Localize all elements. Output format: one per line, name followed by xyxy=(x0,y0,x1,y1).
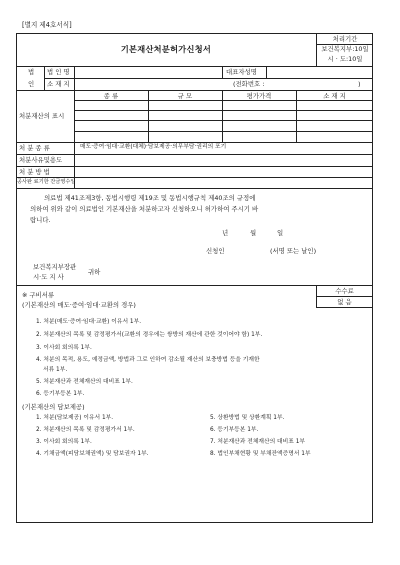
doc-list2-item: 7. 처분재산과 전체재산의 대비표 1부 xyxy=(210,439,305,445)
property-col-value: 평가가격 xyxy=(246,92,272,100)
completion-deadline-label: 공사완 료기한 잔금영수일 xyxy=(17,179,76,185)
fee-value: 없 음 xyxy=(337,298,352,306)
doc-list1-item: 1. 처분(매도·증여·임대·교환) 이유서 1부. xyxy=(36,319,142,325)
row-border xyxy=(74,110,373,111)
applicant-label: 신청인 xyxy=(206,247,225,255)
application-form xyxy=(16,33,373,523)
row-border xyxy=(74,100,373,101)
disposal-type-value: 매도·증여·임대·교환(대체)·담보제공·의무부담·권리의 포기 xyxy=(80,144,227,150)
row-border xyxy=(16,90,373,91)
col-border xyxy=(222,66,223,78)
phone-label: (전화번호 : xyxy=(233,80,265,88)
doc-list2-item: 8. 법인부채현황 및 부채잔액증명서 1부 xyxy=(210,451,311,457)
doc-list1-item: 서류 1부. xyxy=(43,367,68,373)
date-day: 일 xyxy=(277,229,284,237)
property-col-type: 종 류 xyxy=(103,92,119,100)
date-year: 년 xyxy=(222,229,229,237)
row-border xyxy=(74,120,373,121)
row-border xyxy=(16,166,373,167)
disposal-method-label: 처 분 방 법 xyxy=(19,168,50,176)
doc-list2-item: 3. 이사회 회의록 1부. xyxy=(36,439,92,445)
representative-name-label: 대표자성명 xyxy=(226,68,257,76)
row-border xyxy=(16,285,373,286)
form-title: 기본재산처분허가신청서 xyxy=(120,44,212,54)
row-border xyxy=(16,188,373,189)
doc-list2-item: 1. 처분(담보제공) 이유서 1부. xyxy=(36,415,114,421)
recipient-province: 시·도 지 사 xyxy=(33,273,64,281)
statement-line-2: 의하여 위와 같이 의료법인 기본재산을 처분하고자 신청하오니 허가하여 주시기 바 xyxy=(30,205,259,213)
doc-list2-item: 5. 상환방법 및 상환계획 1부. xyxy=(210,415,285,421)
row-border xyxy=(316,296,373,297)
doc-list1-item: 2. 처분재산의 목록 및 감정평가서(교환의 경우에는 쌍방의 재산에 관한 것이어야 함) 1부. xyxy=(36,332,263,338)
disposal-reason-label: 처분사유및용도 xyxy=(19,156,63,164)
doc-list1-item: 6. 등기부등본 1부. xyxy=(36,391,85,397)
row-border xyxy=(16,154,373,155)
doc-list1-item: 4. 처분의 목적, 용도, 예정금액, 방법과 그로 인하여 감소될 재산의 보충방법 등을 기재한 xyxy=(36,357,260,363)
doc-list2-item: 2. 처분재산의 목록 및 감정평가서 1부. xyxy=(36,427,135,433)
property-col-location: 소 재 지 xyxy=(323,92,346,100)
phone-close: ) xyxy=(358,80,361,88)
row-border xyxy=(16,177,373,178)
property-row-label: 처분재산의 표시 xyxy=(19,112,65,120)
doc-list1-item: 5. 처분재산과 전체재산의 대비표 1부. xyxy=(36,379,133,385)
corporation-side-label-1: 법 xyxy=(28,68,35,76)
required-docs-sub1: (기본재산의 매도·증여·임대·교환의 경우) xyxy=(22,301,136,309)
statement-line-1: 의료법 제41조제3항, 동법시행령 제19조 및 동법시행규칙 제40조의 규정에 xyxy=(44,194,256,202)
property-col-scale: 규 모 xyxy=(177,92,193,100)
processing-province: 시 · 도:10일 xyxy=(327,55,363,63)
corporation-side-label-2: 인 xyxy=(28,80,35,88)
processing-ministry: 보건복지부:10일 xyxy=(321,45,369,53)
fee-label: 수수료 xyxy=(335,287,354,295)
form-number-label: [별지 제4호서식] xyxy=(22,21,72,29)
row-border xyxy=(16,142,373,143)
processing-period-header: 처리기간 xyxy=(332,35,358,43)
col-border xyxy=(266,66,267,78)
required-docs-sub2: (기본재산의 담보제공) xyxy=(22,403,85,411)
doc-list2-item: 6. 등기부등본 1부. xyxy=(210,427,259,433)
row-border xyxy=(44,78,373,79)
doc-list2-item: 4. 기채금액(피담보채권액) 및 담보권자 1부. xyxy=(36,451,149,457)
recipient-ministry: 보건복지부장관 xyxy=(33,263,77,271)
row-border xyxy=(316,307,373,308)
required-docs-heading: ※ 구비서류 xyxy=(22,291,55,299)
doc-list1-item: 3. 이사회 회의록 1부. xyxy=(36,345,92,351)
row-border xyxy=(16,66,373,67)
disposal-type-label: 처 분 종 류 xyxy=(19,144,50,152)
address-label: 소 재 지 xyxy=(47,80,70,88)
statement-line-3: 랍니다. xyxy=(30,216,51,224)
row-border xyxy=(74,131,373,132)
recipient-suffix: 귀하 xyxy=(88,268,101,276)
corporation-name-label: 법 인 명 xyxy=(47,68,70,76)
date-month: 월 xyxy=(250,229,257,237)
signature-note: (서명 또는 날인) xyxy=(270,247,317,255)
